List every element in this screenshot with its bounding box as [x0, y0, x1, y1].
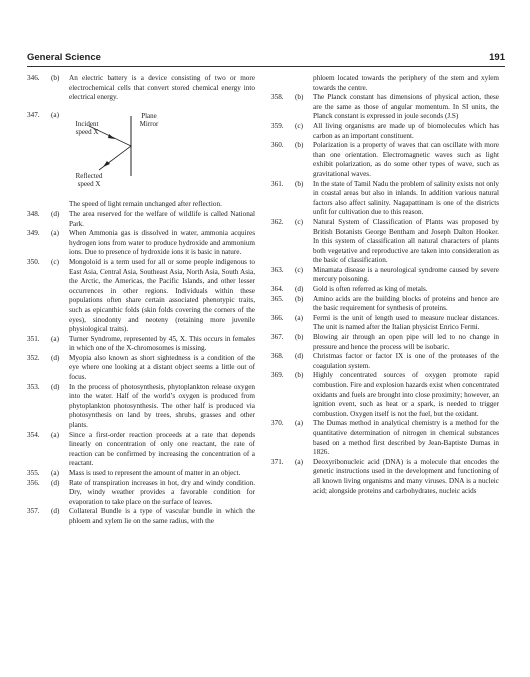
- answer-item: [271, 419, 499, 457]
- explanation: Mass is used to represent the amount of matter in an object.: [69, 469, 241, 477]
- page-number: 191: [489, 52, 505, 63]
- question-number: 360.: [271, 141, 284, 150]
- incident-label: Incident speed X: [75, 120, 99, 137]
- explanation-continued: phloem located towards the periphery of the stem and xylem towards the centre.: [313, 74, 499, 92]
- explanation: Christmas factor or factor IX is one of the proteases of the coagulation system.: [313, 352, 499, 370]
- answer-item: [271, 314, 499, 333]
- question-number: 371.: [271, 457, 284, 466]
- question-number: 365.: [271, 294, 284, 303]
- explanation: The Planck constant has dimensions of physical action, these are the same as those of angular momentum. In SI units, the Planck constant is expressed in joule seconds (J.S): [313, 93, 499, 121]
- answer-option: (b): [51, 74, 60, 82]
- question-number: 355.: [27, 469, 40, 477]
- answer-option: (a): [51, 469, 59, 477]
- question-number: 347.: [27, 110, 40, 119]
- answer-option: (d): [51, 353, 60, 362]
- explanation: The area reserved for the welfare of wildlife is called National Park.: [69, 209, 255, 228]
- answer-option: (a): [295, 419, 303, 428]
- answer-item: [271, 352, 499, 371]
- answer-option: (d): [51, 382, 60, 391]
- question-number: 353.: [27, 382, 40, 391]
- answer-option: (b): [295, 179, 304, 188]
- explanation: Since a first-order reaction proceeds at a rate that depends linearly on concentration of only one reactant, the rate of reaction can be confirmed by increasing the concentration of a reactant.: [69, 430, 255, 468]
- question-number: 346.: [27, 74, 40, 82]
- right-column: [271, 74, 499, 496]
- answer-option: (c): [295, 121, 303, 130]
- answer-item: [271, 295, 499, 314]
- answer-option: (b): [295, 294, 304, 303]
- explanation: Minamata disease is a neurological syndrome caused by severe mercury poisoning.: [313, 265, 499, 284]
- answer-option: (a): [51, 430, 59, 439]
- answer-option: (d): [295, 352, 304, 361]
- answer-option: (d): [295, 285, 304, 294]
- answer-option: (a): [295, 457, 303, 466]
- explanation: Highly concentrated sources of oxygen promote rapid combustion. Fire and explosion hazards exist when concentrated oxidants and fuels are brought into close proximity; however, an ignition event, such as heat or a spark, is needed to trigger combustion. Oxygen itself is not the fuel, but the oxidant.: [313, 371, 499, 418]
- answer-option: (a): [51, 110, 59, 119]
- page-header: [27, 52, 505, 67]
- question-number: 348.: [27, 209, 40, 218]
- question-number: 366.: [271, 313, 284, 322]
- answer-option: (c): [295, 217, 303, 226]
- question-number: 351.: [27, 334, 40, 343]
- explanation: Turner Syndrome, represented by 45, X. This occurs in females in which one of the X-chromosomes is missing.: [69, 334, 255, 353]
- section-title: General Science: [27, 52, 101, 63]
- answer-item: [271, 141, 499, 179]
- explanation: All living organisms are made up of biomolecules which has carbon as an important constituent.: [313, 121, 499, 140]
- left-column: [27, 74, 255, 527]
- answer-item: [27, 74, 255, 103]
- answer-item: [27, 507, 255, 526]
- answer-option: (c): [51, 257, 59, 266]
- question-number: 369.: [271, 371, 284, 380]
- explanation: Collateral Bundle is a type of vascular bundle in which the phloem and xylem lie on the same radius, with the: [69, 507, 255, 525]
- question-number: 368.: [271, 352, 284, 361]
- answer-option: (a): [295, 313, 303, 322]
- reflection-diagram: [27, 110, 255, 200]
- explanation: Natural System of Classification of Plants was proposed by British Botanists George Bentham and Joseph Dalton Hooker. In this system of classification all natural characters of plants both vegetative and reproductive are taken into consideration as the basic of classification.: [313, 217, 499, 265]
- mirror-label: Plane Mirror: [139, 112, 159, 129]
- answer-item: [271, 122, 499, 141]
- question-number: 363.: [271, 265, 284, 274]
- question-number: 358.: [271, 93, 284, 102]
- explanation: Deoxyribonucleic acid (DNA) is a molecule that encodes the genetic instructions used in the development and functioning of all known living organisms and many viruses. DNA is a nucleic acid; alongside proteins and carbohydrates, nucleic acids: [313, 457, 499, 495]
- explanation: Mongoloid is a term used for all or some people indigenous to East Asia, Central Asia, Southeast Asia, North Asia, South Asia, the Arctic, the Americas, the Pacific Islands, and other lesser occurrences in other regions. Individuals within these populations often share certain associated phenotypic traits, such as epicanthic folds (skin folds covering the corners of the eyes), sinodonty and neoteny (retaining more juvenile physiological traits).: [69, 257, 255, 334]
- explanation: Blowing air through an open pipe will led to no change in pressure and hence the process will be isobaric.: [313, 333, 499, 351]
- question-number: 364.: [271, 285, 284, 294]
- explanation: In the state of Tamil Nadu the problem of salinity exists not only in coastal areas but also in inlands. In addition various natural factors also affect salinity. Nagapattinam is one of the districts unfit for cultivation due to this reason.: [313, 179, 499, 217]
- answer-option: (b): [295, 333, 304, 342]
- question-number: 361.: [271, 179, 284, 188]
- answer-item: [27, 335, 255, 354]
- answer-option: (d): [51, 478, 60, 487]
- answer-item: [27, 258, 255, 335]
- explanation: When Ammonia gas is dissolved in water, ammonia acquires hydrogen ions from water to produce hydroxide and ammonium ions. Due to presence of hydroxide ions it is basic in nature.: [69, 229, 255, 257]
- explanation: The speed of light remain unchanged after reflection.: [69, 200, 222, 209]
- answer-item: [271, 266, 499, 285]
- answer-option: (d): [51, 209, 60, 218]
- explanation: In the process of photosynthesis, phytoplankton release oxygen into the water. Half of the world’s oxygen is produced from phytoplankton photosynthesis. The other half is produced via photosynthesis on land by trees, shrubs, grasses and other plants.: [69, 382, 255, 430]
- reflected-arrow: [103, 161, 110, 167]
- answer-option: (b): [295, 141, 304, 150]
- question-number: 370.: [271, 419, 284, 428]
- answer-item: [271, 180, 499, 218]
- answer-item: [27, 383, 255, 431]
- explanation: Myopia also known as short sightedness is a condition of the eye where one looking at a distant object seems a little out of focus.: [69, 353, 255, 382]
- answer-item: [271, 371, 499, 419]
- reflected-label: Reflected speed X: [75, 172, 103, 189]
- explanation: Rate of transpiration increases in hot, dry and windy condition. Dry, windy weather provides a favorable condition for evaporation to take place on the surface of leaves.: [69, 478, 255, 506]
- answer-item: [27, 229, 255, 258]
- answer-item: [27, 210, 255, 229]
- answer-option: (b): [295, 93, 304, 102]
- answer-item: [271, 93, 499, 122]
- answer-option: (a): [51, 334, 59, 343]
- question-number: 352.: [27, 353, 40, 362]
- answer-option: (d): [51, 507, 60, 516]
- explanation: Fermi is the unit of length used to measure nuclear distances. The unit is named after the Italian physicist Enrico Fermi.: [313, 313, 499, 332]
- answer-item: [27, 354, 255, 383]
- explanation: An electric battery is a device consisting of two or more electrochemical cells that convert stored chemical energy into electrical energy.: [69, 74, 255, 102]
- answer-option: (c): [295, 265, 303, 274]
- question-number: 362.: [271, 217, 284, 226]
- answer-item: [271, 218, 499, 266]
- answer-item: [271, 333, 499, 352]
- answer-item: [27, 469, 255, 479]
- answer-item: [271, 285, 499, 295]
- explanation: Polarization is a property of waves that can oscillate with more than one orientation. Electromagnetic waves such as light exhibit polarization, as do some other types of wave, such as gravitational waves.: [313, 141, 499, 178]
- explanation: Gold is often referred as king of metals.: [313, 285, 428, 294]
- answer-option: (a): [51, 229, 59, 238]
- answer-item: [27, 479, 255, 508]
- answer-item: [271, 458, 499, 496]
- question-number: 350.: [27, 257, 40, 266]
- question-number: 356.: [27, 478, 40, 487]
- question-number: 357.: [27, 507, 40, 516]
- answer-item: [27, 431, 255, 469]
- incident-arrow: [108, 134, 115, 139]
- question-number: 354.: [27, 430, 40, 439]
- answer-option: (b): [295, 371, 304, 380]
- question-number: 359.: [271, 121, 284, 130]
- question-number: 367.: [271, 333, 284, 342]
- explanation: The Dumas method in analytical chemistry is a method for the quantitative determination of nitrogen in chemical substances based on a method first described by Jean-Baptiste Dumas in 1826.: [313, 419, 499, 457]
- question-number: 349.: [27, 229, 40, 238]
- explanation: Amino acids are the building blocks of proteins and hence are the basic requirement for synthesis of proteins.: [313, 294, 499, 313]
